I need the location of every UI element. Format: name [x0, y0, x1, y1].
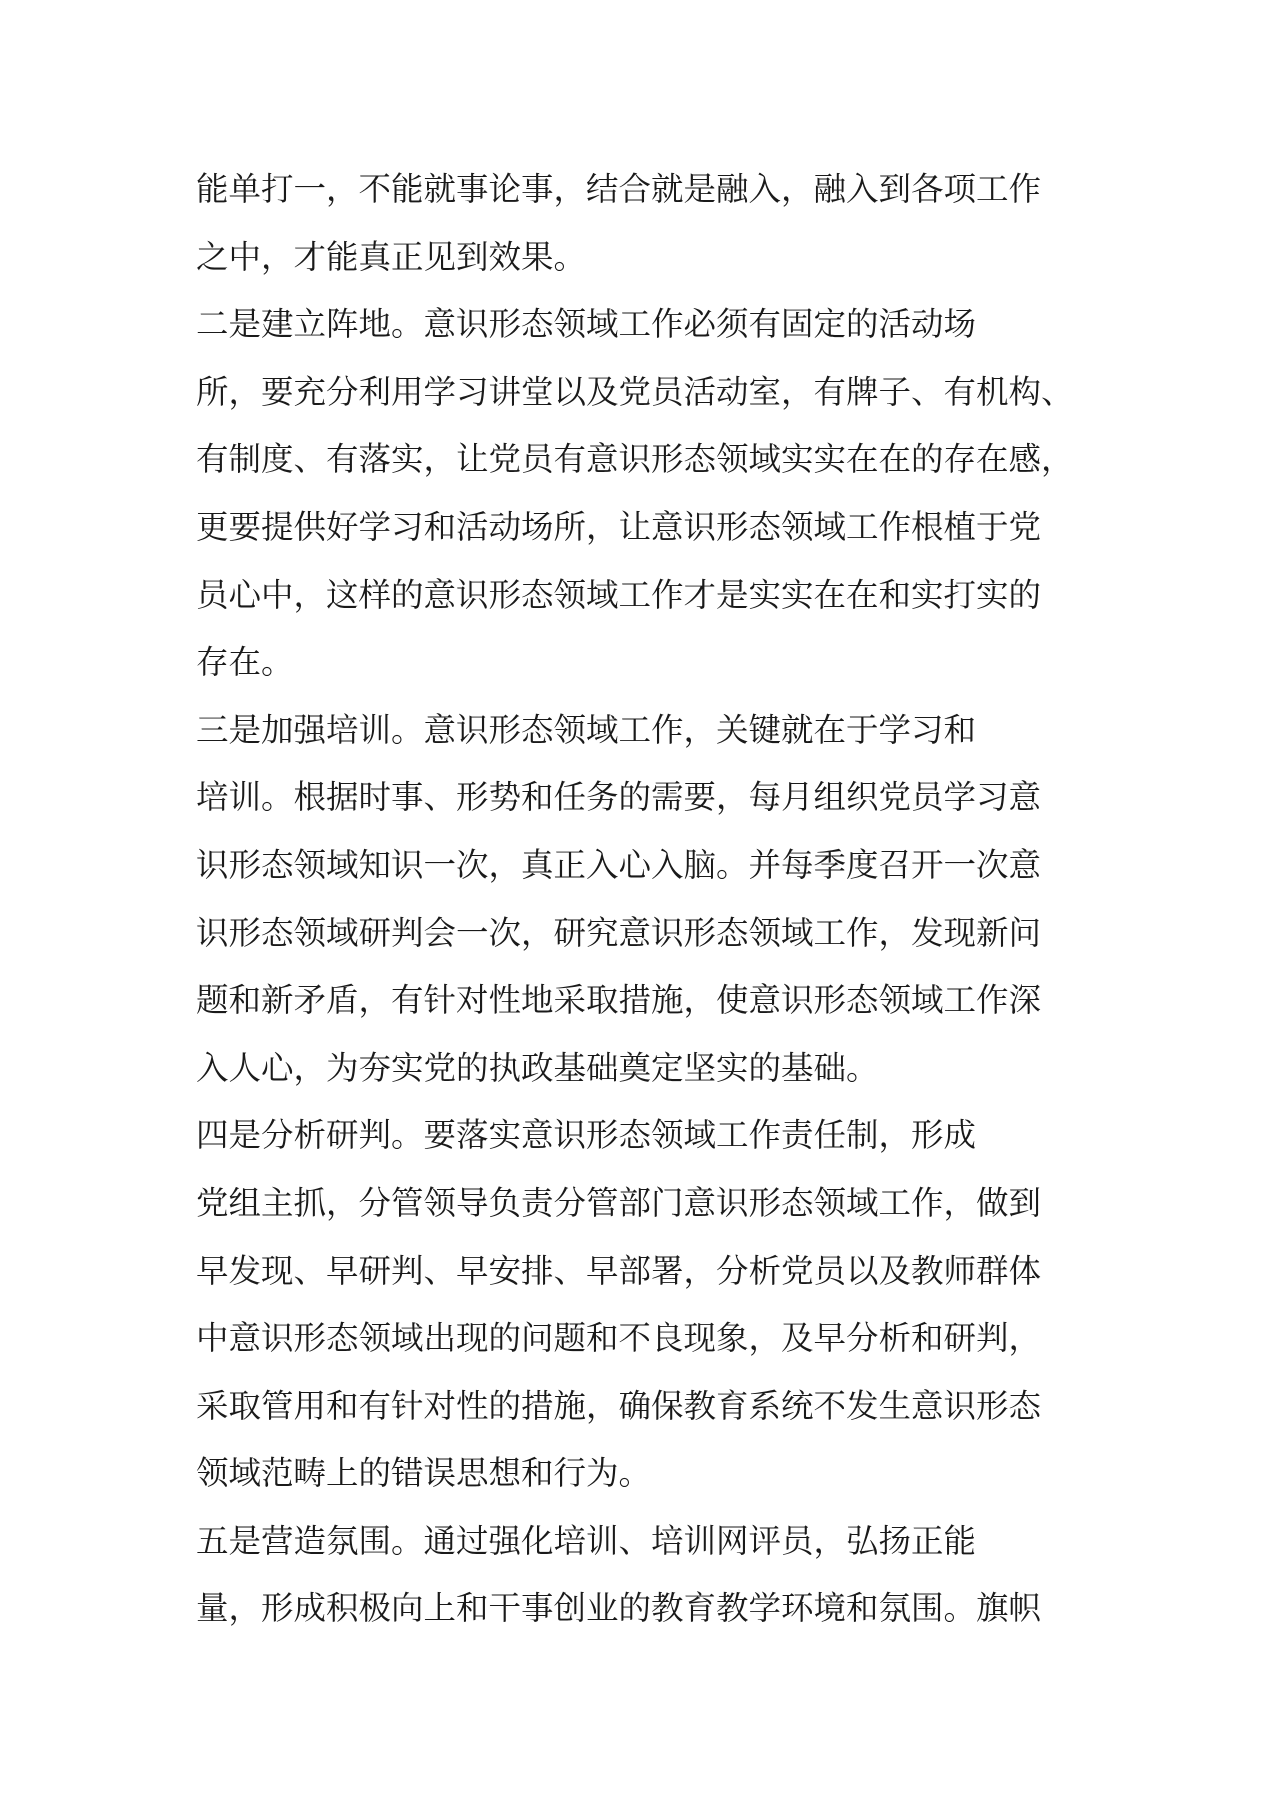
- text-line: 存在。: [196, 643, 294, 682]
- text-line: 领域范畴上的错误思想和行为。: [196, 1454, 652, 1493]
- text-line: 培训。根据时事、形势和任务的需要，每月组织党员学习意: [196, 778, 1042, 817]
- text-line: 中意识形态领域出现的问题和不良现象，及早分析和研判，: [196, 1319, 1042, 1358]
- text-line: 识形态领域研判会一次，研究意识形态领域工作，发现新问: [196, 913, 1042, 952]
- text-line: 二是建立阵地。意识形态领域工作必须有固定的活动场: [196, 305, 977, 344]
- text-line: 题和新矛盾，有针对性地采取措施，使意识形态领域工作深: [196, 981, 1042, 1020]
- text-line: 能单打一，不能就事论事，结合就是融入，融入到各项工作: [196, 170, 1042, 208]
- text-line: 之中，才能真正见到效果。: [196, 237, 587, 276]
- document-page: [196, 156, 1216, 1643]
- text-line: 三是加强培训。意识形态领域工作，关键就在于学习和: [196, 710, 977, 749]
- text-line: 采取管用和有针对性的措施，确保教育系统不发生意识形态: [196, 1386, 1042, 1425]
- text-line: 识形态领域知识一次，真正入心入脑。并每季度召开一次意: [196, 845, 1042, 884]
- text-line: 四是分析研判。要落实意识形态领域工作责任制，形成: [196, 1116, 977, 1155]
- text-line: 量，形成积极向上和干事创业的教育教学环境和氛围。旗帜: [196, 1589, 1042, 1628]
- text-line: 党组主抓，分管领导负责分管部门意识形态领域工作，做到: [196, 1183, 1042, 1222]
- text-line: 有制度、有落实，让党员有意识形态领域实实在在的存在感，: [196, 440, 1074, 479]
- text-line: 员心中，这样的意识形态领域工作才是实实在在和实打实的: [196, 575, 1042, 614]
- text-line: 所，要充分利用学习讲堂以及党员活动室，有牌子、有机构、: [196, 372, 1074, 411]
- text-line: 更要提供好学习和活动场所，让意识形态领域工作根植于党: [196, 507, 1042, 546]
- text-line: 入人心，为夯实党的执政基础奠定坚实的基础。: [196, 1048, 879, 1087]
- text-line: 五是营造氛围。通过强化培训、培训网评员，弘扬正能: [196, 1521, 977, 1560]
- text-line: 早发现、早研判、早安排、早部署，分析党员以及教师群体: [196, 1251, 1042, 1290]
